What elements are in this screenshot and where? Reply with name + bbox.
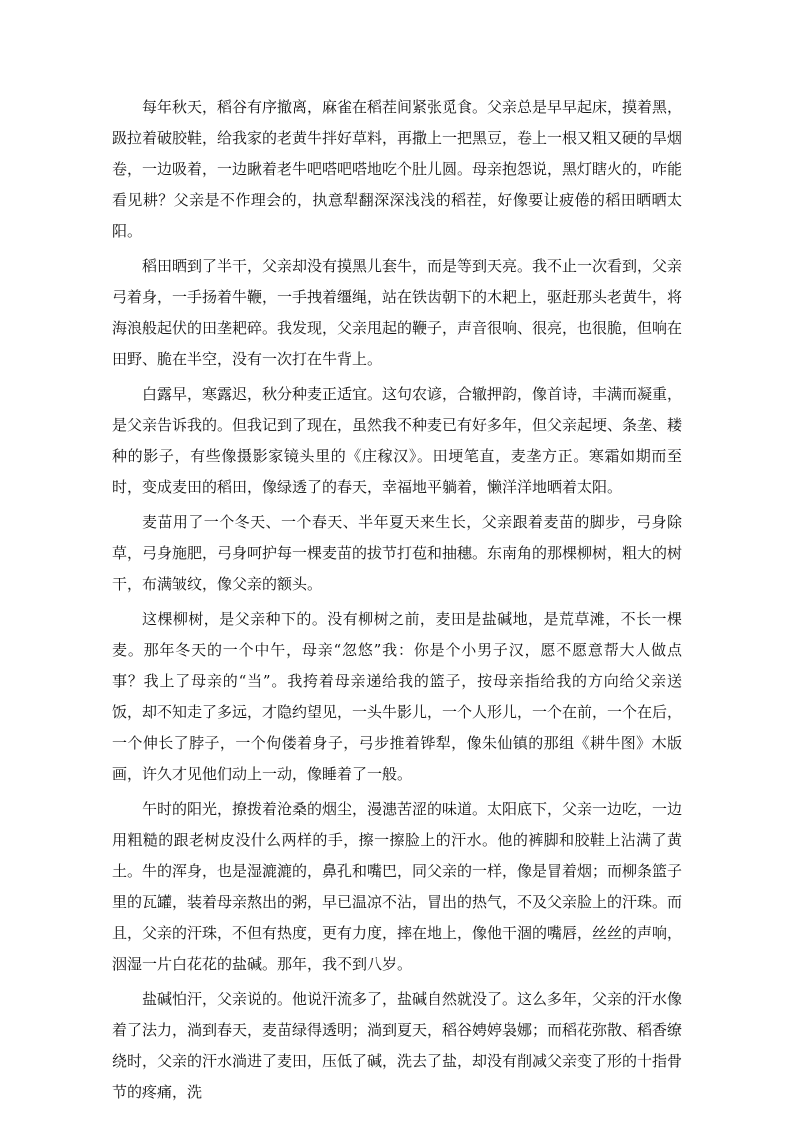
paragraph-2: 稻田晒到了半干，父亲却没有摸黑儿套牛，而是等到天亮。我不止一次看到，父亲弓着身，一手扬着牛鞭，一手拽着缰绳，站在铁齿朝下的木耙上，驱赶那头老黄牛，将海浪般起伏的田垄耙碎。我发现，父亲甩起的鞭子，声音很响、很亮，也很脆，但响在田野、脆在半空，没有一次打在牛背上。 <box>112 257 683 368</box>
essay-text-body <box>112 92 682 1112</box>
paragraph-6: 午时的阳光，撩拨着沧桑的烟尘，漫漶苦涩的味道。太阳底下，父亲一边吃，一边用粗糙的跟老树皮没什么两样的手，擦一擦脸上的汗水。他的裤脚和胶鞋上沾满了黄土。牛的浑身，也是湿漉漉的，鼻孔和嘴巴，同父亲的一样，像是冒着烟；而柳条篮子里的瓦罐，装着母亲熬出的粥，早已温凉不沾，冒出的热气，不及父亲脸上的汗珠。而且，父亲的汗珠，不但有热度，更有力度，摔在地上，像他干涸的嘴唇，丝丝的声响，洇湿一片白花花的盐碱。那年，我不到八岁。 <box>112 800 683 973</box>
paragraph-1: 每年秋天，稻谷有序撤离，麻雀在稻茬间紧张觅食。父亲总是早早起床，摸着黑，趿拉着破胶鞋，给我家的老黄牛拌好草料，再撒上一把黑豆，卷上一根又粗又硬的旱烟卷，一边吸着，一边瞅着老牛吧嗒吧嗒地吃个肚儿圆。母亲抱怨说，黑灯瞎火的，咋能看见耕？父亲是不作理会的，执意犁翻深深浅浅的稻茬，好像要让疲倦的稻田晒晒太阳。 <box>112 98 683 240</box>
paragraph-3: 白露早，寒露迟，秋分种麦正适宜。这句农谚，合辙押韵，像首诗，丰满而凝重，是父亲告诉我的。但我记到了现在，虽然我不种麦已有好多年，但父亲起埂、条垄、耧种的影子，有些像摄影家镜头里的《庄稼汉》。田埂笔直，麦垄方正。寒霜如期而至时，变成麦田的稻田，像绿透了的春天，幸福地平躺着，懒洋洋地晒着太阳。 <box>112 385 683 496</box>
paragraph-5: 这棵柳树，是父亲种下的。没有柳树之前，麦田是盐碱地，是荒草滩，不长一棵麦。那年冬天的一个中午，母亲“忽悠”我：你是个小男子汉，愿不愿意帮大人做点事？我上了母亲的“当”。我挎着母亲递给我的篮子，按母亲指给我的方向给父亲送饭，却不知走了多远，才隐约望见，一头牛影儿，一个人形儿，一个在前，一个在后，一个伸长了脖子，一个佝偻着身子，弓步推着铧犁，像朱仙镇的那组《耕牛图》木版画，许久才见他们动上一动，像睡着了一般。 <box>112 610 683 783</box>
paragraph-7: 盐碱怕汗，父亲说的。他说汗流多了，盐碱自然就没了。这么多年，父亲的汗水像着了法力，淌到春天，麦苗绿得透明；淌到夏天，稻谷娉婷袅娜；而稻花弥散、稻香缭绕时，父亲的汗水淌进了麦田，压低了碱，洗去了盐，却没有削减父亲变了形的十指骨节的疼痛，洗 <box>112 990 683 1101</box>
paragraph-4: 麦苗用了一个冬天、一个春天、半年夏天来生长，父亲跟着麦苗的脚步，弓身除草，弓身施肥，弓身呵护每一棵麦苗的拔节打苞和抽穗。东南角的那棵柳树，粗大的树干，布满皱纹，像父亲的额头。 <box>112 513 683 593</box>
